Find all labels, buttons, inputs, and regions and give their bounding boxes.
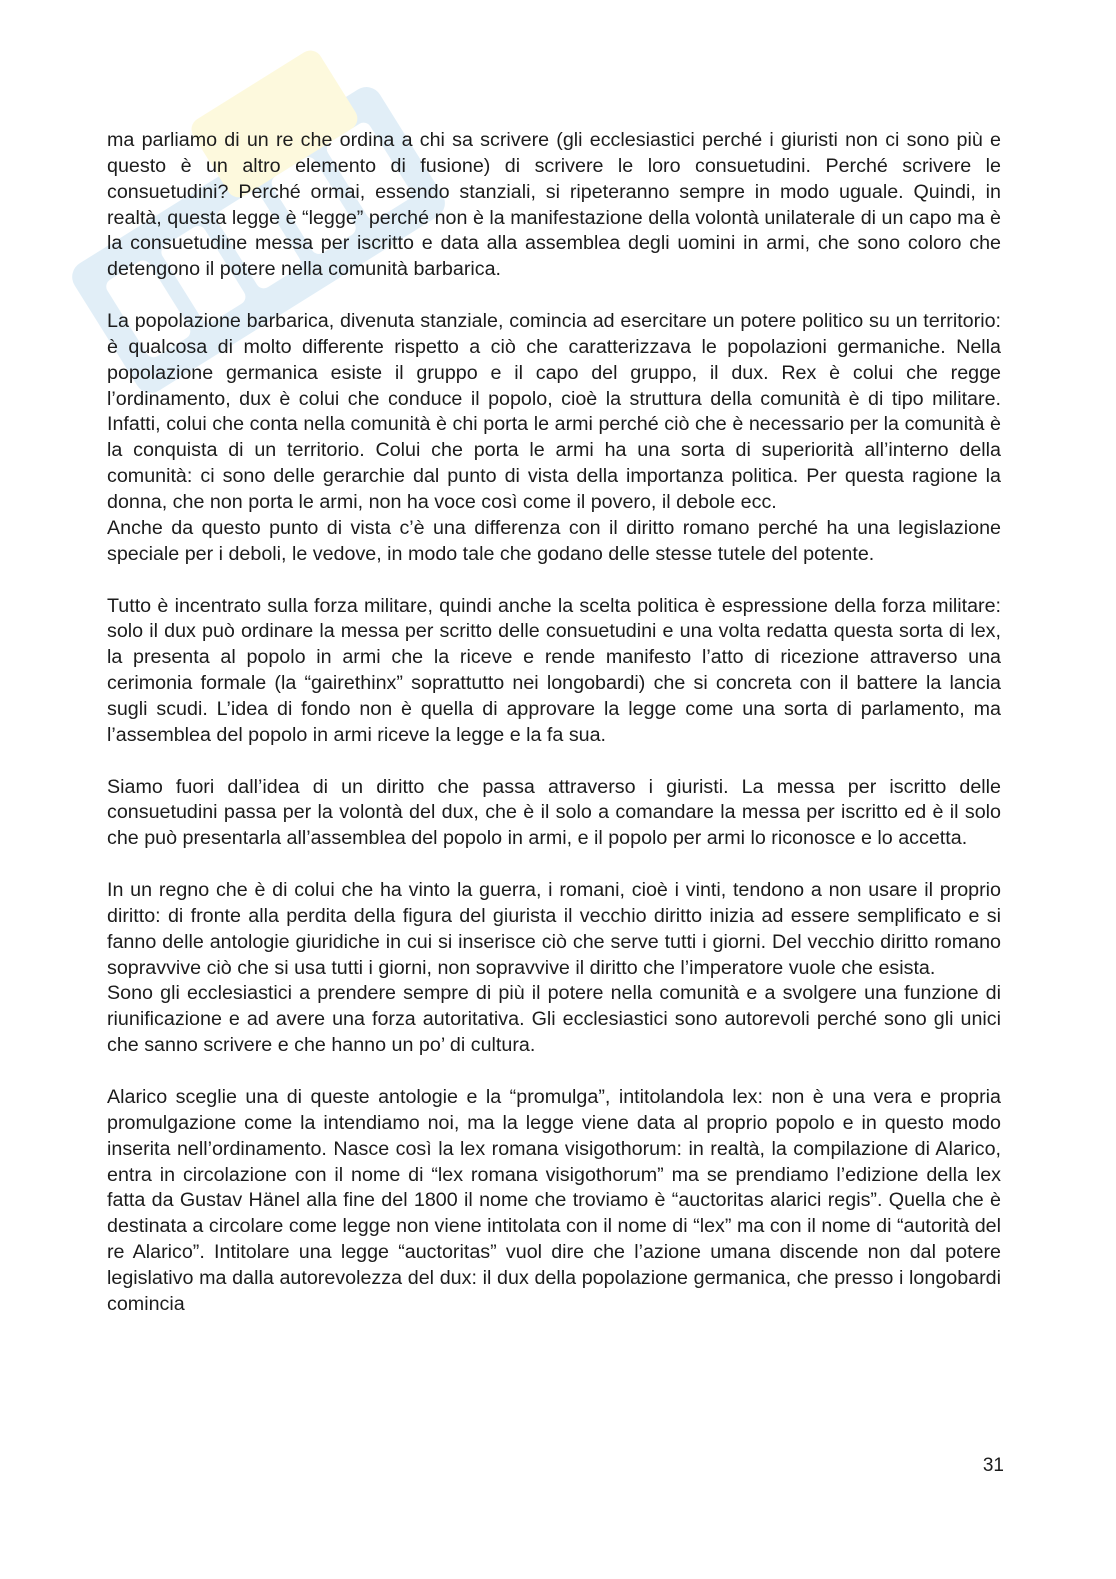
paragraph: Anche da questo punto di vista c’è una differenza con il diritto romano perché ha una legislazione speciale per i deboli, le vedove, in modo tale che godano delle stesse tutele del potente. [107,516,1001,565]
document-body [107,128,1001,1318]
paragraph: ma parliamo di un re che ordina a chi sa scrivere (gli ecclesiastici perché i giuristi non ci sono più e questo è un altro elemento di fusione) di scrivere le loro consuetudini. Perché scrivere le consuetudini? Perché ormai, essendo stanziali, si ripeteranno sempre in modo uguale. Quindi, in realtà, questa legge è “legge” perché non è la manifestazione della volontà unilaterale di un capo ma è la consuetudine messa per iscritto e data alla assemblea degli uomini in armi, che sono coloro che detengono il potere nella comunità barbarica. [107,129,1001,281]
paragraph: La popolazione barbarica, divenuta stanziale, comincia ad esercitare un potere politico su un territorio: è qualcosa di molto differente rispetto a ciò che caratterizzava le popolazioni germaniche. Nella popolazione germanica esiste il gruppo e il capo del gruppo, il dux. Rex è colui che regge l’ordinamento, dux è colui che conduce il popolo, cioè la struttura della comunità è di tipo militare. Infatti, colui che conta nella comunità è chi porta le armi perché ciò che è necessario per la comunità è la conquista di un territorio. Colui che porta le armi ha una sorta di superiorità all’interno della comunità: ci sono delle gerarchie dal punto di vista della importanza politica. Per questa ragione la donna, che non porta le armi, non ha voce così come il povero, il debole ecc. [107,310,1001,513]
paragraph: Tutto è incentrato sulla forza militare, quindi anche la scelta politica è espressione della forza militare: solo il dux può ordinare la messa per scritto delle consuetudini e una volta redatta questa sorta di lex, la presenta al popolo in armi che la riceve e rende manifesto l’atto di ricezione attraverso una cerimonia formale (la “gairethinx” soprattutto nei longobardi) che si concreta con il battere la lancia sugli scudi. L’idea di fondo non è quella di approvare la legge come una sorta di parlamento, ma l’assemblea del popolo in armi riceve la legge e la fa sua. [107,594,1001,746]
paragraph: Siamo fuori dall’idea di un diritto che passa attraverso i giuristi. La messa per iscritto delle consuetudini passa per la volontà del dux, che è il solo a comandare la messa per iscritto ed è il solo che può presentarla all’assemblea del popolo in armi, e il popolo per armi lo riconosce e lo accetta. [107,775,1001,850]
paragraph: Alarico sceglie una di queste antologie e la “promulga”, intitolandola lex: non è una vera e propria promulgazione come la intendiamo noi, ma la legge viene data al proprio popolo e in questo modo inserita nell’ordinamento. Nasce così la lex romana visigothorum: in realtà, la compilazione di Alarico, entra in circolazione con il nome di “lex romana visigothorum” ma se prendiamo l’edizione della lex fatta da Gustav Hänel alla fine del 1800 il nome che troviamo è “auctoritas alarici regis”. Quella che è destinata a circolare come legge non viene intitolata con il nome di “lex” ma con il nome di “autorità del re Alarico”. Intitolare una legge “auctoritas” vuol dire che l’azione umana discende non dal potere legislativo ma dalla autorevolezza del dux: il dux della popolazione germanica, che presso i longobardi comincia [107,1086,1001,1315]
page-number: 31 [982,1455,1004,1476]
paragraph: Sono gli ecclesiastici a prendere sempre di più il potere nella comunità e a svolgere una funzione di riunificazione e ad avere una forza autoritativa. Gli ecclesiastici sono autorevoli perché sono gli unici che sanno scrivere e che hanno un po’ di cultura. [107,982,1001,1057]
paragraph: In un regno che è di colui che ha vinto la guerra, i romani, cioè i vinti, tendono a non usare il proprio diritto: di fronte alla perdita della figura del giurista il vecchio diritto inizia ad essere semplificato e si fanno delle antologie giuridiche in cui si inserisce ciò che serve tutti i giorni. Del vecchio diritto romano sopravvive ciò che si usa tutti i giorni, non sopravvive il diritto che l’imperatore vuole che esista. [107,879,1001,979]
